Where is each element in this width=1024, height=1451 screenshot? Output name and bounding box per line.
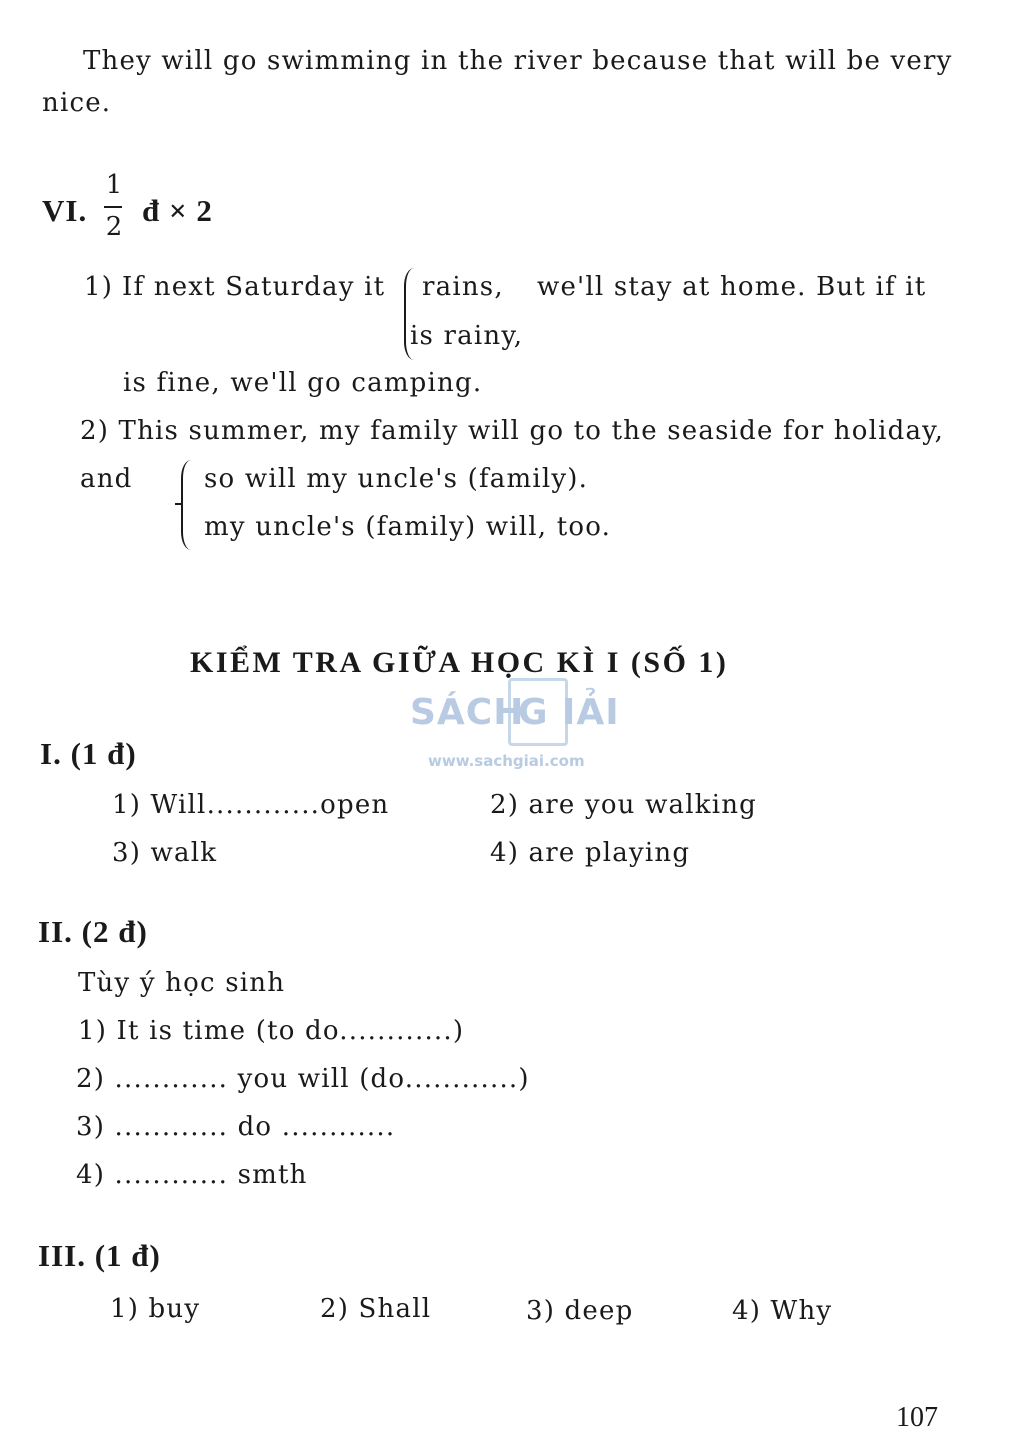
vi-q2-brace-tip bbox=[175, 503, 183, 505]
vi-q2-option-a: so will my uncle's (family). bbox=[204, 464, 589, 494]
section-iii-label: III. (1 đ) bbox=[38, 1238, 161, 1273]
vi-q2-brace bbox=[181, 460, 193, 550]
page-number: 107 bbox=[896, 1402, 938, 1433]
section-i-item-2: 2) are you walking bbox=[490, 790, 758, 820]
watermark-text-right: IẢI bbox=[562, 692, 620, 733]
watermark-text-left: SÁCH bbox=[410, 692, 525, 733]
section-iii-item-2: 2) Shall bbox=[320, 1294, 432, 1324]
fraction-denominator: 2 bbox=[105, 212, 123, 242]
section-ii-note: Tùy ý học sinh bbox=[78, 968, 286, 998]
section-iii-item-4: 4) Why bbox=[732, 1296, 833, 1326]
section-iii-item-3: 3) deep bbox=[526, 1296, 634, 1326]
vi-q1-option-a: rains, bbox=[422, 272, 504, 302]
vi-q2-line-1: 2) This summer, my family will go to the seaside for holiday, bbox=[80, 416, 945, 446]
watermark-url: www.sachgiai.com bbox=[428, 752, 585, 770]
section-ii-item-3: 3) ............ do ............ bbox=[76, 1112, 396, 1142]
section-ii-item-4: 4) ............ smth bbox=[76, 1160, 308, 1190]
vi-q1-line-2: is fine, we'll go camping. bbox=[123, 368, 483, 398]
vi-q1-option-b: is rainy, bbox=[410, 321, 524, 351]
vi-q2-option-b: my uncle's (family) will, too. bbox=[204, 512, 612, 542]
fraction-bar bbox=[104, 206, 122, 208]
vi-q1-lead: If next Saturday it bbox=[122, 272, 386, 302]
section-i-item-4: 4) are playing bbox=[490, 838, 691, 868]
section-ii-item-2: 2) ............ you will (do............) bbox=[76, 1064, 530, 1094]
section-ii-label: II. (2 đ) bbox=[38, 914, 148, 949]
vi-q1-tail: we'll stay at home. But if it bbox=[537, 272, 927, 302]
section-vi-label: VI. bbox=[42, 193, 88, 228]
section-i-item-3: 3) walk bbox=[112, 838, 218, 868]
watermark-text-mid: G bbox=[518, 692, 549, 733]
fraction-numerator: 1 bbox=[105, 170, 123, 200]
vi-q2-lead: and bbox=[80, 464, 133, 494]
intro-line-2: nice. bbox=[42, 88, 112, 118]
vi-q1-number: 1) bbox=[84, 272, 114, 302]
section-vi-score: đ × 2 bbox=[142, 193, 213, 228]
section-i-item-1: 1) Will............open bbox=[112, 790, 390, 820]
test-title: KIỂM TRA GIỮA HỌC KÌ I (SỐ 1) bbox=[190, 646, 729, 679]
intro-line-1: They will go swimming in the river because that will be very bbox=[83, 46, 953, 76]
section-i-label: I. (1 đ) bbox=[40, 736, 137, 771]
section-ii-item-1: 1) It is time (to do............) bbox=[78, 1016, 465, 1046]
section-iii-item-1: 1) buy bbox=[110, 1294, 201, 1324]
